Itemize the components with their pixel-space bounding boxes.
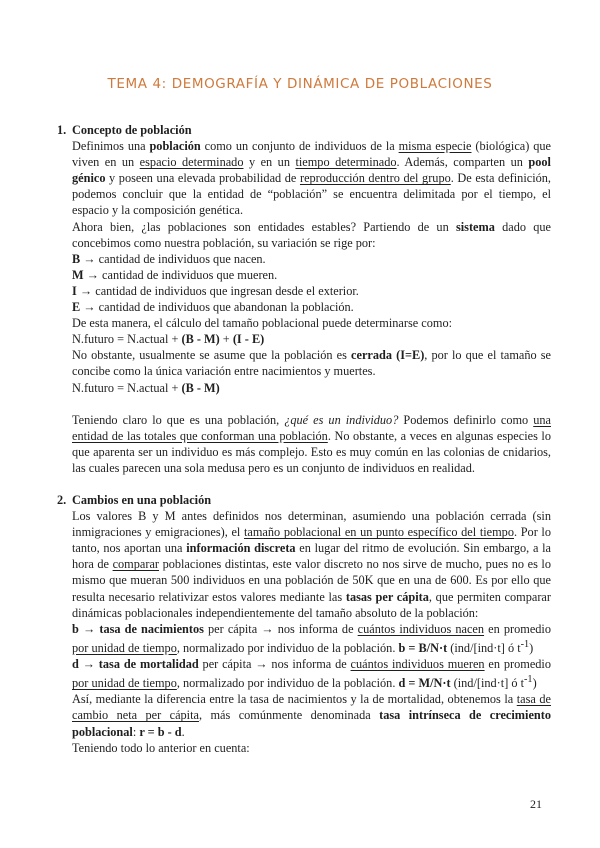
text: ) <box>529 640 534 655</box>
bold-formula: r = b - d <box>139 724 182 739</box>
underlined-term: tiempo determinado <box>295 155 397 170</box>
section-population-changes <box>57 492 551 756</box>
formula-open-population <box>72 331 551 347</box>
rate-death <box>72 656 551 691</box>
text: dado que concebimos como nuestra población, su variación se rige por: <box>72 219 551 250</box>
section-title: Concepto de población <box>72 123 192 137</box>
bold-term: pool génico <box>72 155 551 186</box>
section-heading <box>57 492 551 508</box>
paragraph-discrete-values <box>72 508 551 621</box>
superscript: -1 <box>520 638 530 650</box>
text: Teniendo claro lo que es una población, <box>72 412 285 427</box>
bold-term: (B - M) <box>181 332 220 347</box>
section-number: 1. <box>57 123 67 137</box>
text: (ind/[ind·t] ó t <box>447 640 521 655</box>
symbol: M <box>72 267 84 282</box>
definition-i <box>72 283 551 299</box>
section-population-concept <box>57 122 551 476</box>
paragraph-closing: Teniendo todo lo anterior en cuenta: <box>72 740 250 755</box>
section-heading <box>57 122 551 138</box>
text: N.futuro = N.actual + <box>72 380 182 395</box>
text: N.futuro = N.actual + <box>72 332 182 347</box>
text: . De esta definición, podemos concluir que la entidad de “población” se encuentra delimitada por el tiempo, el espacio y la composición genética. <box>72 171 551 218</box>
bold-term: tasa intrínseca de crecimiento poblacional <box>72 708 551 739</box>
symbol: I <box>72 283 77 298</box>
bold-term: sistema <box>455 219 495 234</box>
text: → cantidad de individuos que mueren. <box>83 267 278 282</box>
text: , normalizado por individuo de la población. <box>176 640 399 655</box>
underlined-term: reproducción dentro del grupo <box>299 171 451 186</box>
text: ) <box>532 676 537 691</box>
text: → cantidad de individuos que ingresan desde el exterior. <box>76 283 359 298</box>
bold-term: cerrada (I=E) <box>351 348 425 363</box>
symbol: B <box>72 251 81 266</box>
text: como un conjunto de individuos de la <box>200 139 399 154</box>
symbol: E <box>72 300 81 315</box>
page-number: 21 <box>530 797 542 811</box>
bold-term: d → tasa de mortalidad <box>72 657 199 672</box>
text: en lugar del ritmo de evolución. Sin embargo, a la hora de <box>72 541 551 572</box>
text: y poseen una elevada probabilidad de <box>105 171 300 186</box>
paragraph-individual <box>72 412 551 476</box>
text: Definimos una <box>72 139 150 154</box>
definition-m <box>72 267 551 283</box>
bold-term: b → tasa de nacimientos <box>72 621 204 636</box>
formula-closed-population <box>72 380 551 396</box>
text: , por lo que el tamaño se concibe como la única variación entre nacimientos y muertes. <box>72 348 552 379</box>
text: . Por lo tanto, nos aportan una <box>72 525 551 556</box>
page-title: TEMA 4: DEMOGRAFÍA Y DINÁMICA DE POBLACIONES <box>107 76 493 92</box>
underlined-term: cuántos individuos nacen <box>357 621 485 636</box>
underlined-term: por unidad de tiempo <box>72 676 177 691</box>
bold-term: (I - E) <box>232 332 265 347</box>
text: per cápita → nos informa de <box>203 621 358 636</box>
text: + <box>219 332 233 347</box>
underlined-term: por unidad de tiempo <box>72 640 177 655</box>
text: Así, mediante la diferencia entre la tasa de nacimientos y la de mortalidad, obtenemos la <box>72 692 517 707</box>
superscript: -1 <box>524 674 533 686</box>
text: → cantidad de individuos que nacen. <box>80 251 266 266</box>
text: poblaciones distintas, este valor discreto no nos sirve de mucho, pues no es lo mismo que mueran 500 individuos en una población de 50K que en una de 600. Es por ello que resulta necesario relativizar estos valores mediante las <box>72 557 551 604</box>
underlined-term: espacio determinado <box>139 155 244 170</box>
paragraph-intrinsic-rate <box>72 691 551 739</box>
text: Los valores B y M antes definidos nos determinan, asumiendo una población cerrada (sin inmigraciones y emigraciones), el <box>72 509 551 540</box>
text: en promedio <box>484 621 552 636</box>
section-number: 2. <box>57 493 67 507</box>
underlined-term: misma especie <box>398 139 472 154</box>
underlined-term: comparar <box>112 557 160 572</box>
section-title: Cambios en una población <box>72 493 212 507</box>
section-body <box>72 508 551 756</box>
text: per cápita → nos informa de <box>198 657 351 672</box>
text: en promedio <box>484 657 551 672</box>
text: . <box>181 724 185 739</box>
text: , que permiten comparar dinámicas poblacionales independientemente del tamaño absoluto de la población: <box>72 589 551 620</box>
paragraph-calculation: De esta manera, el cálculo del tamaño poblacional puede determinarse como: <box>72 316 453 331</box>
bold-term: población <box>149 139 201 154</box>
text: , más comúnmente denominada <box>198 708 380 723</box>
paragraph-stability <box>72 219 551 251</box>
text: Podemos definirlo como <box>398 412 534 427</box>
bold-formula: b = B/N·t <box>398 640 448 655</box>
bold-term: información discreta <box>186 541 296 556</box>
underlined-term: tamaño poblacional en un punto específico del tiempo <box>243 525 514 540</box>
underlined-term: tasa de cambio neta per cápita <box>72 692 551 723</box>
text: → cantidad de individuos que abandonan la población. <box>80 300 354 315</box>
text: (ind/[ind·t] ó t <box>450 676 525 691</box>
bold-term: (B - M) <box>181 380 220 395</box>
definition-b <box>72 251 551 267</box>
definition-e <box>72 299 551 315</box>
text: . Además, comparten un <box>396 155 529 170</box>
section-body <box>72 138 551 476</box>
spacer <box>72 396 551 412</box>
text: , normalizado por individuo de la población. <box>176 676 399 691</box>
underlined-term: una entidad de las totales que conforman una población <box>72 412 551 443</box>
rate-birth <box>72 621 551 656</box>
italic-question: ¿qué es un individuo? <box>284 412 399 427</box>
text: No obstante, usualmente se asume que la población es <box>72 348 352 363</box>
text: (biológica) que viven en un <box>72 139 551 170</box>
paragraph-closed-population <box>72 347 551 379</box>
text: . No obstante, a veces en algunas especies lo que aparenta ser un individuo es más complejo. Esto es muy común en las colonias de cnidarios, las cuales parecen una sola medusa pero es un conjunto de individuos en realidad. <box>72 428 551 475</box>
paragraph-definition <box>72 138 551 218</box>
bold-formula: d = M/N·t <box>398 676 451 691</box>
underlined-term: cuántos individuos mueren <box>350 657 485 672</box>
text: y en un <box>243 155 296 170</box>
text: Ahora bien, ¿las poblaciones son entidades estables? Partiendo de un <box>72 219 456 234</box>
bold-term: tasas per cápita <box>345 589 429 604</box>
text: : <box>132 724 140 739</box>
